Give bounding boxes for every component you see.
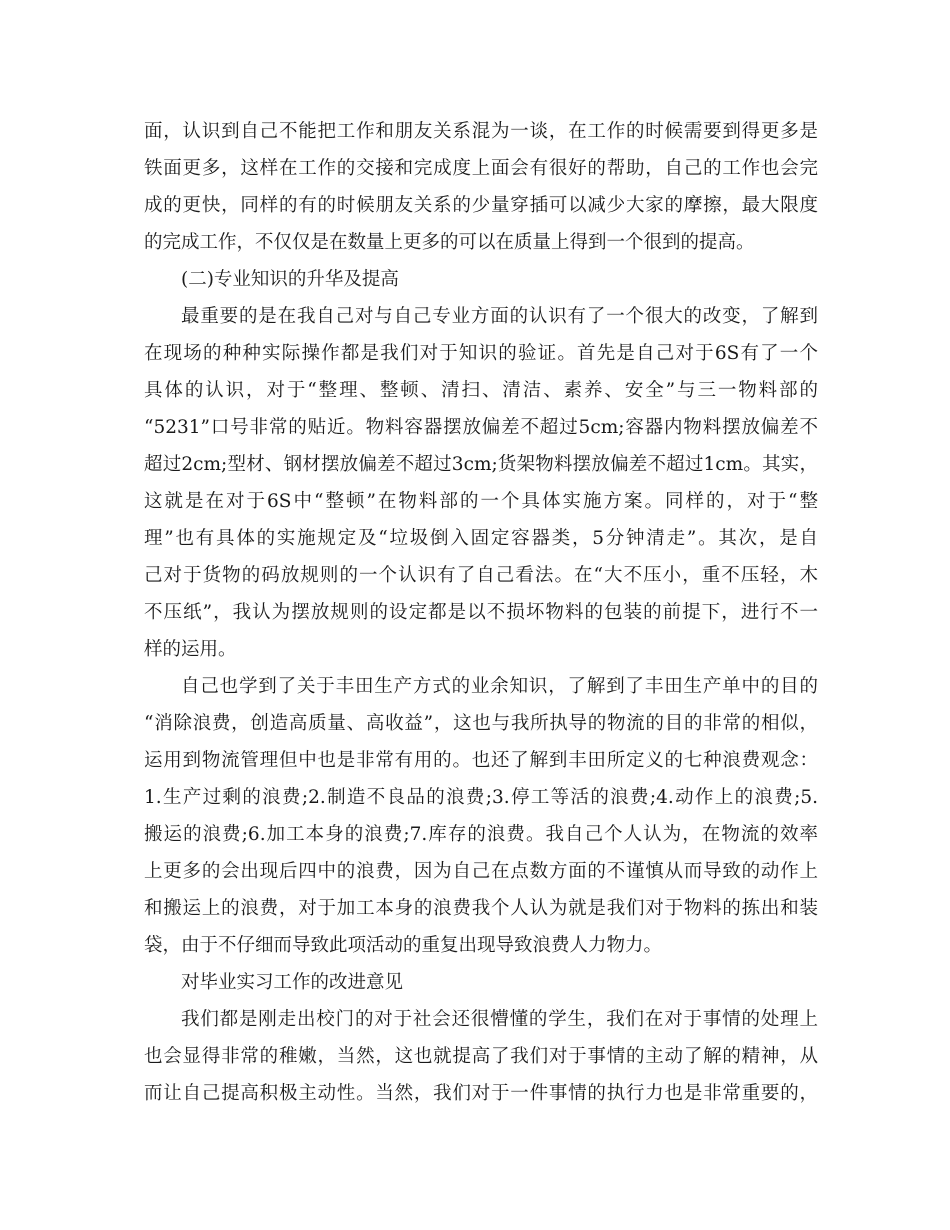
text-line: “消除浪费，创造高质量、高收益”，这也与我所执导的物流的目的非常的相似， <box>144 713 818 734</box>
text-line: “5231”口号非常的贴近。物料容器摆放偏差不超过5cm;容器内物料摆放偏差不 <box>144 417 818 438</box>
text-line: 我们都是刚走出校门的对于社会还很懵懂的学生，我们在对于事情的处理上 <box>181 1009 818 1030</box>
text-line: 运用到物流管理但中也是非常有用的。也还了解到丰田所定义的七种浪费观念： <box>144 750 818 771</box>
text-line: 上更多的会出现后四中的浪费，因为自己在点数方面的不谨慎从而导致的动作上 <box>144 861 818 882</box>
text-line: 成的更快，同样的有的时候朋友关系的少量穿插可以减少大家的摩擦，最大限度 <box>144 195 818 216</box>
text-line: 这就是在对于6S中“整顿”在物料部的一个具体实施方案。同样的，对于“整 <box>144 491 818 512</box>
text-line: 铁面更多，这样在工作的交接和完成度上面会有很好的帮助，自己的工作也会完 <box>144 158 818 179</box>
text-line: 1.生产过剩的浪费;2.制造不良品的浪费;3.停工等活的浪费;4.动作上的浪费;5. <box>144 787 818 808</box>
text-line: 的完成工作，不仅仅是在数量上更多的可以在质量上得到一个很到的提高。 <box>144 232 755 253</box>
text-line: 和搬运上的浪费，对于加工本身的浪费我个人认为就是我们对于物料的拣出和装 <box>144 898 818 919</box>
text-line: 袋，由于不仔细而导致此项活动的重复出现导致浪费人力物力。 <box>144 935 663 956</box>
text-line: 具体的认识，对于“整理、整顿、清扫、清洁、素养、安全”与三一物料部的 <box>144 380 818 401</box>
section-heading: 对毕业实习工作的改进意见 <box>181 972 404 993</box>
document-body <box>144 113 818 1112</box>
text-line: 不压纸”，我认为摆放规则的设定都是以不损坏物料的包装的前提下，进行不一 <box>144 602 818 623</box>
text-line: 也会显得非常的稚嫩，当然，这也就提高了我们对于事情的主动了解的精神，从 <box>144 1046 818 1067</box>
text-line: 面，认识到自己不能把工作和朋友关系混为一谈，在工作的时候需要到得更多是 <box>144 121 818 142</box>
text-line: 在现场的种种实际操作都是我们对于知识的验证。首先是自己对于6S有了一个 <box>144 343 818 364</box>
text-line: 最重要的是在我自己对与自己专业方面的认识有了一个很大的改变，了解到 <box>181 306 818 327</box>
section-heading: (二)专业知识的升华及提高 <box>181 269 399 290</box>
text-line: 自己也学到了关于丰田生产方式的业余知识，了解到了丰田生产单中的目的 <box>181 676 818 697</box>
text-line: 理”也有具体的实施规定及“垃圾倒入固定容器类，5分钟清走”。其次，是自 <box>144 528 818 549</box>
text-line: 己对于货物的码放规则的一个认识有了自己看法。在“大不压小，重不压轻，木 <box>144 565 818 586</box>
text-line: 搬运的浪费;6.加工本身的浪费;7.库存的浪费。我自己个人认为，在物流的效率 <box>144 824 818 845</box>
text-line: 而让自己提高积极主动性。当然，我们对于一件事情的执行力也是非常重要的， <box>144 1083 818 1104</box>
text-line: 样的运用。 <box>144 639 237 660</box>
text-line: 超过2cm;型材、钢材摆放偏差不超过3cm;货架物料摆放偏差不超过1cm。其实， <box>144 454 818 475</box>
